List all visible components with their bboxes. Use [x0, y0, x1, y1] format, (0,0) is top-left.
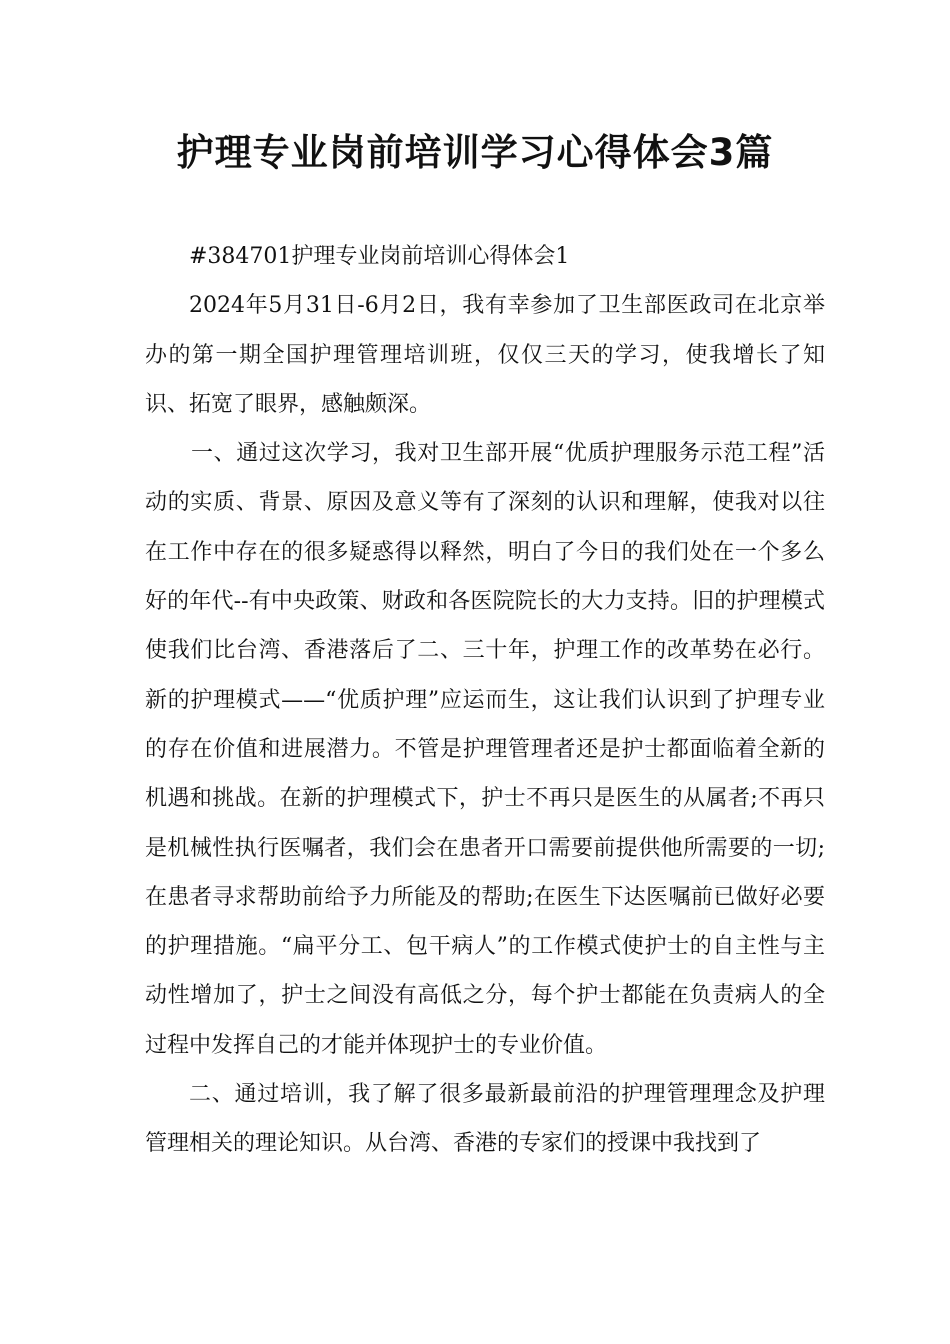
section-heading: #384701护理专业岗前培训心得体会1 — [189, 244, 570, 269]
document-title: 护理专业岗前培训学习心得体会3篇 — [176, 131, 774, 174]
paragraph: 二、通过培训，我了解了很多最新最前沿的护理管理理念及护理管理相关的理论知识。从台湾、香港的专家们的授课中我找到了 — [145, 1082, 825, 1157]
document-body — [145, 232, 825, 1169]
paragraph: 2024年5月31日-6月2日，我有幸参加了卫生部医政司在北京举办的第一期全国护理管理培训班，仅仅三天的学习，使我增长了知识、拓宽了眼界，感触颇深。 — [145, 293, 825, 417]
paragraph: 一、通过这次学习，我对卫生部开展“优质护理服务示范工程”活动的实质、背景、原因及意义等有了深刻的认识和理解，使我对以往在工作中存在的很多疑惑得以释然，明白了今日的我们处在一个多么好的年代--有中央政策、财政和各医院院长的大力支持。旧的护理模式使我们比台湾、香港落后了二、三十年，护理工作的改革势在必行。新的护理模式——“优质护理”应运而生，这让我们认识到了护理专业的存在价值和进展潜力。不管是护理管理者还是护士都面临着全新的机遇和挑战。在新的护理模式下，护士不再只是医生的从属者;不再只是机械性执行医嘱者，我们会在患者开口需要前提供他所需要的一切;在患者寻求帮助前给予力所能及的帮助;在医生下达医嘱前已做好必要的护理措施。“扁平分工、包干病人”的工作模式使护士的自主性与主动性增加了，护士之间没有高低之分，每个护士都能在负责病人的全过程中发挥自己的才能并体现护士的专业价值。 — [145, 441, 825, 1058]
